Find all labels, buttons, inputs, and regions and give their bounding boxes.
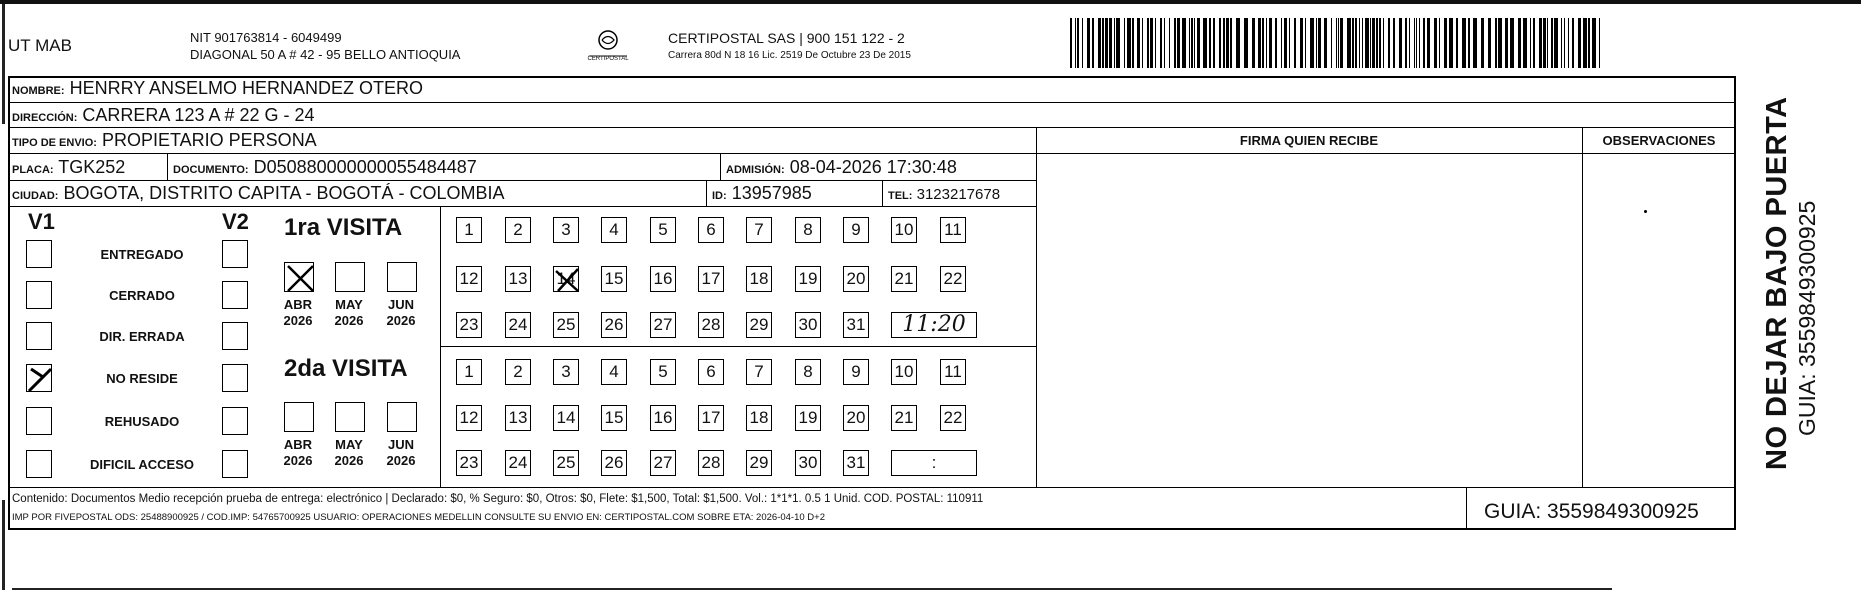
day-box[interactable]: 8: [795, 359, 821, 385]
check-mark-icon: [285, 263, 315, 293]
tel-value: 3123217678: [916, 186, 1001, 203]
first-visit-title: 1ra VISITA: [284, 214, 403, 241]
month-label: JUN 2026: [386, 437, 416, 468]
reason-label: CERRADO: [109, 288, 175, 303]
v1-checkbox[interactable]: [26, 281, 52, 309]
logo-icon: [583, 28, 633, 68]
name-row: [12, 77, 423, 102]
reason-label: DIR. ERRADA: [99, 329, 185, 344]
side-notice: [1760, 96, 1820, 470]
courier-logo: [583, 28, 633, 68]
v2-checkbox[interactable]: [222, 281, 248, 309]
document-label: DOCUMENTO:: [173, 164, 249, 176]
reason-label: DIFICIL ACCESO: [89, 457, 194, 472]
name-label: NOMBRE:: [12, 85, 65, 97]
observations-header: OBSERVACIONES: [1602, 133, 1716, 148]
day-box[interactable]: 12: [456, 405, 482, 431]
day-box[interactable]: 10: [891, 359, 917, 385]
day-box[interactable]: 29: [746, 450, 772, 476]
side-main-text: NO DEJAR BAJO PUERTA: [1761, 96, 1793, 470]
content-line: Contenido: Documentos Medio recepción prueba de entrega: electrónico | Declarado: $0, % Seguro: $0, Otros: $0, Flete: $1,500, Total: $1,500. Vol.: 1*1*1. 0.5 1 Unid. COD. POSTAL: 110911: [12, 493, 984, 505]
day-box[interactable]: 9: [843, 217, 869, 243]
check-mark-icon: [554, 267, 580, 293]
city-value: BOGOTA, DISTRITO CAPITA - BOGOTÁ - COLOMBIA: [63, 183, 505, 203]
day-box[interactable]: 11: [940, 359, 966, 385]
v1-checkbox[interactable]: [26, 450, 52, 478]
day-box[interactable]: 18: [746, 266, 772, 292]
logo-text: CERTIPOSTAL: [587, 56, 629, 62]
day-box[interactable]: 4: [601, 217, 627, 243]
day-box[interactable]: 27: [650, 312, 676, 338]
month-checkbox[interactable]: [335, 262, 365, 292]
day-box[interactable]: 15: [601, 405, 627, 431]
reason-label: ENTREGADO: [100, 247, 184, 262]
courier-name: CERTIPOSTAL SAS | 900 151 122 - 2: [668, 30, 905, 46]
day-box[interactable]: 9: [843, 359, 869, 385]
v2-header: V2: [222, 209, 249, 234]
month-label: ABR 2026: [283, 297, 313, 328]
v1-header: V1: [28, 209, 55, 234]
address-row: [12, 104, 315, 129]
v1-checkbox[interactable]: [26, 364, 52, 392]
day-box[interactable]: 22: [940, 405, 966, 431]
type-row: [12, 129, 317, 154]
day-box[interactable]: 5: [650, 217, 676, 243]
company-short: UT MAB: [8, 36, 72, 55]
reason-label: REHUSADO: [104, 414, 180, 429]
recipient-name: HENRRY ANSELMO HERNANDEZ OTERO: [69, 78, 423, 98]
month-label: MAY 2026: [334, 297, 364, 328]
day-box[interactable]: 23: [456, 450, 482, 476]
v2-checkbox[interactable]: [222, 240, 248, 268]
day-box[interactable]: 16: [650, 266, 676, 292]
month-label: JUN 2026: [386, 297, 416, 328]
id-row: [712, 182, 812, 207]
month-checkbox[interactable]: [335, 402, 365, 432]
day-box[interactable]: 10: [891, 217, 917, 243]
v2-checkbox[interactable]: [222, 322, 248, 350]
first-visit-time[interactable]: 11:20: [891, 312, 977, 338]
imp-line: IMP POR FIVEPOSTAL ODS: 25488900925 / COD.IMP: 54765700925 USUARIO: OPERACIONES MEDELLIN CONSULTE SU ENVIO EN: CERTIPOSTAL.COM SOBRE ETA: 2026-04-10 D+2: [12, 512, 825, 523]
day-box[interactable]: 23: [456, 312, 482, 338]
day-box[interactable]: 28: [698, 312, 724, 338]
day-box[interactable]: 14: [553, 405, 579, 431]
shipment-type: PROPIETARIO PERSONA: [101, 130, 317, 150]
day-box[interactable]: 26: [601, 312, 627, 338]
day-box[interactable]: 25: [553, 312, 579, 338]
day-box[interactable]: 13: [505, 405, 531, 431]
document-row: [173, 156, 477, 181]
recipient-address: CARRERA 123 A # 22 G - 24: [82, 105, 315, 125]
day-box[interactable]: 1: [456, 217, 482, 243]
day-box[interactable]: 31: [843, 450, 869, 476]
day-box[interactable]: 24: [505, 450, 531, 476]
v2-checkbox[interactable]: [222, 407, 248, 435]
day-box[interactable]: 20: [843, 405, 869, 431]
day-box[interactable]: 7: [746, 217, 772, 243]
day-box[interactable]: 12: [456, 266, 482, 292]
day-box[interactable]: 24: [505, 312, 531, 338]
day-box[interactable]: 8: [795, 217, 821, 243]
id-value: 13957985: [731, 183, 812, 203]
month-label: MAY 2026: [334, 437, 364, 468]
day-box[interactable]: 7: [746, 359, 772, 385]
check-mark-icon: [27, 365, 53, 393]
guia-number: GUIA: 3559849300925: [1484, 500, 1699, 523]
observations-area[interactable]: [1586, 156, 1734, 484]
day-box[interactable]: 19: [795, 266, 821, 292]
v2-checkbox[interactable]: [222, 364, 248, 392]
plate-row: [12, 156, 125, 181]
day-box[interactable]: 26: [601, 450, 627, 476]
day-box[interactable]: 30: [795, 312, 821, 338]
day-box[interactable]: 5: [650, 359, 676, 385]
address-label: DIRECCIÓN:: [12, 112, 78, 124]
day-box[interactable]: 25: [553, 450, 579, 476]
day-box[interactable]: 11: [940, 217, 966, 243]
side-guia-text: GUIA: 3559849300925: [1794, 200, 1820, 436]
second-visit-time[interactable]: :: [891, 450, 977, 476]
signature-area[interactable]: [1040, 156, 1580, 484]
month-checkbox[interactable]: [284, 262, 314, 292]
day-box[interactable]: 14: [553, 266, 579, 292]
day-box[interactable]: 19: [795, 405, 821, 431]
day-box[interactable]: 13: [505, 266, 531, 292]
city-label: CIUDAD:: [12, 190, 59, 202]
day-box[interactable]: 1: [456, 359, 482, 385]
month-checkbox[interactable]: [284, 402, 314, 432]
type-label: TIPO DE ENVIO:: [12, 137, 97, 149]
day-box[interactable]: 22: [940, 266, 966, 292]
admission-value: 08-04-2026 17:30:48: [789, 157, 957, 177]
month-checkbox[interactable]: [387, 262, 417, 292]
day-box[interactable]: 28: [698, 450, 724, 476]
day-box[interactable]: 31: [843, 312, 869, 338]
second-visit-title: 2da VISITA: [284, 355, 408, 382]
day-box[interactable]: 3: [553, 217, 579, 243]
reason-label: NO RESIDE: [106, 371, 178, 386]
nit: NIT 901763814 - 6049499: [190, 30, 342, 45]
courier-license: Carrera 80d N 18 16 Lic. 2519 De Octubre 23 De 2015: [668, 50, 911, 61]
id-label: ID:: [712, 190, 727, 202]
day-box[interactable]: 21: [891, 266, 917, 292]
day-box[interactable]: 18: [746, 405, 772, 431]
month-label: ABR 2026: [283, 437, 313, 468]
day-box[interactable]: 6: [698, 217, 724, 243]
day-box[interactable]: 17: [698, 266, 724, 292]
day-box[interactable]: 15: [601, 266, 627, 292]
day-box[interactable]: 20: [843, 266, 869, 292]
admission-label: ADMISIÓN:: [726, 164, 785, 176]
signature-header: FIRMA QUIEN RECIBE: [1239, 133, 1379, 148]
day-box[interactable]: 2: [505, 217, 531, 243]
plate-value: TGK252: [58, 157, 126, 177]
admission-row: [726, 156, 957, 181]
day-box[interactable]: 16: [650, 405, 676, 431]
plate-label: PLACA:: [12, 164, 54, 176]
sender-address: DIAGONAL 50 A # 42 - 95 BELLO ANTIOQUIA: [190, 47, 461, 62]
day-box[interactable]: 6: [698, 359, 724, 385]
v1-checkbox[interactable]: [26, 240, 52, 268]
day-box[interactable]: 4: [601, 359, 627, 385]
day-box[interactable]: 27: [650, 450, 676, 476]
barcode: [1070, 18, 1605, 68]
v2-checkbox[interactable]: [222, 450, 248, 478]
day-box[interactable]: 29: [746, 312, 772, 338]
day-box[interactable]: 17: [698, 405, 724, 431]
day-box[interactable]: 21: [891, 405, 917, 431]
day-box[interactable]: 3: [553, 359, 579, 385]
tel-row: [888, 184, 1000, 207]
v1-checkbox[interactable]: [26, 407, 52, 435]
document-value: D050880000000055484487: [253, 157, 477, 177]
day-box[interactable]: 30: [795, 450, 821, 476]
day-box[interactable]: 2: [505, 359, 531, 385]
tel-label: TEL:: [888, 190, 913, 202]
v1-checkbox[interactable]: [26, 322, 52, 350]
month-checkbox[interactable]: [387, 402, 417, 432]
city-row: [12, 182, 505, 207]
